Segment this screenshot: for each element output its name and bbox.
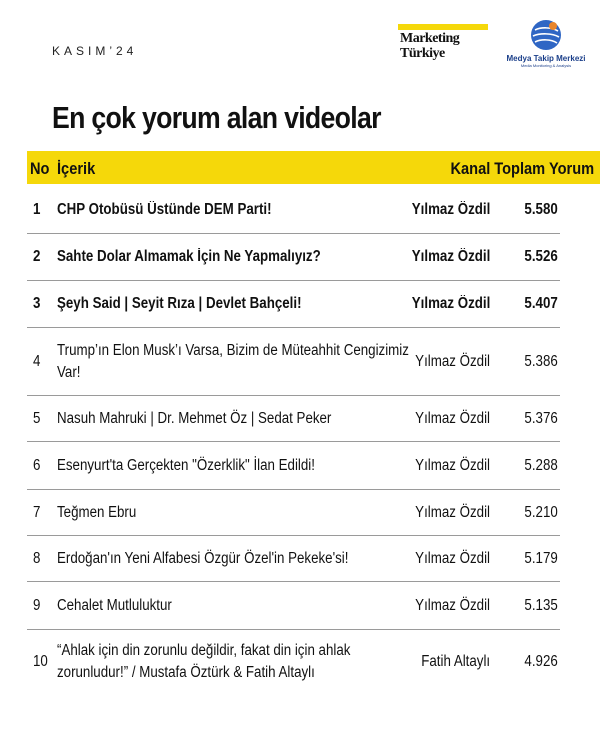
page-title: En çok yorum alan videolar	[52, 100, 381, 135]
row-content: Erdoğan'ın Yeni Alfabesi Özgür Özel'in Pekeke'si!	[57, 549, 349, 567]
row-channel: Yılmaz Özdil	[411, 200, 490, 218]
row-content: Teğmen Ebru	[57, 503, 137, 521]
row-total: 5.210	[524, 503, 558, 521]
row-rank: 6	[33, 456, 41, 474]
row-content: Esenyurt'ta Gerçekten "Özerklik" İlan Edildi!	[57, 456, 315, 474]
row-channel: Yılmaz Özdil	[415, 503, 490, 521]
row-total: 5.386	[524, 352, 558, 370]
row-content: Nasuh Mahruki | Dr. Mehmet Öz | Sedat Peker	[57, 409, 332, 427]
row-rank: 9	[33, 596, 41, 614]
date-label: KASIM’24	[52, 44, 138, 58]
logo-turkiye-text: Türkiye	[400, 46, 445, 61]
table-row	[27, 281, 560, 328]
row-rank: 1	[33, 200, 41, 218]
logo-medya-subtitle: Media Monitoring & Analysis	[520, 63, 572, 68]
row-rank: 10	[33, 653, 48, 670]
row-channel: Yılmaz Özdil	[415, 352, 490, 370]
table-header	[27, 151, 600, 184]
row-channel: Yılmaz Özdil	[411, 295, 490, 312]
table-row	[27, 186, 560, 234]
row-rank: 2	[33, 248, 41, 265]
medya-takip-merkezi-logo	[505, 18, 587, 78]
row-total: 5.376	[524, 409, 558, 427]
row-total: 4.926	[524, 653, 558, 670]
table-row	[27, 234, 560, 281]
logo-marketing-text: Marketing	[400, 31, 460, 46]
table-row	[27, 328, 560, 396]
row-rank: 7	[33, 503, 41, 521]
row-content: Sahte Dolar Almamak İçin Ne Yapmalıyız?	[57, 248, 321, 265]
row-content: “Ahlak için din zorunlu değildir, fakat din için ahlak zorunludur!” / Mustafa Öztürk & Fatih Altaylı	[57, 642, 351, 681]
table-row	[27, 442, 560, 490]
ranking-table	[27, 186, 560, 694]
row-channel: Yılmaz Özdil	[415, 409, 490, 427]
row-content: CHP Otobüsü Üstünde DEM Parti!	[57, 200, 272, 218]
column-header-content: İçerik	[57, 159, 96, 178]
column-header-channel: Kanal	[450, 159, 490, 178]
table-row	[27, 630, 560, 694]
row-rank: 5	[33, 409, 41, 427]
table-row	[27, 396, 560, 442]
row-channel: Yılmaz Özdil	[415, 596, 490, 614]
row-total: 5.179	[524, 549, 558, 567]
table-row	[27, 582, 560, 630]
row-channel: Yılmaz Özdil	[415, 456, 490, 474]
row-content: Trump’ın Elon Musk’ı Varsa, Bizim de Müteahhit Cengizimiz Var!	[57, 341, 409, 381]
row-content: Cehalet Mutluluktur	[57, 596, 172, 614]
row-channel: Fatih Altaylı	[421, 653, 490, 670]
logo-medya-name: Medya Takip Merkezi	[506, 54, 586, 63]
row-total: 5.526	[524, 248, 558, 265]
logo-yellow-bar	[398, 24, 488, 30]
row-total: 5.135	[524, 596, 558, 614]
row-channel: Yılmaz Özdil	[415, 549, 490, 567]
row-rank: 8	[33, 549, 41, 567]
column-header-total: Toplam Yorum	[494, 159, 594, 178]
row-total: 5.580	[524, 200, 558, 218]
column-header-no: No	[30, 159, 50, 178]
row-total: 5.288	[524, 456, 558, 474]
row-rank: 3	[33, 295, 41, 312]
row-content: Şeyh Said | Seyit Rıza | Devlet Bahçeli!	[57, 295, 302, 312]
row-total: 5.407	[524, 295, 558, 312]
table-row	[27, 536, 560, 582]
globe-icon	[529, 18, 563, 52]
row-rank: 4	[33, 352, 41, 370]
table-row	[27, 490, 560, 536]
row-channel: Yılmaz Özdil	[411, 248, 490, 265]
marketing-turkiye-logo	[398, 24, 490, 68]
